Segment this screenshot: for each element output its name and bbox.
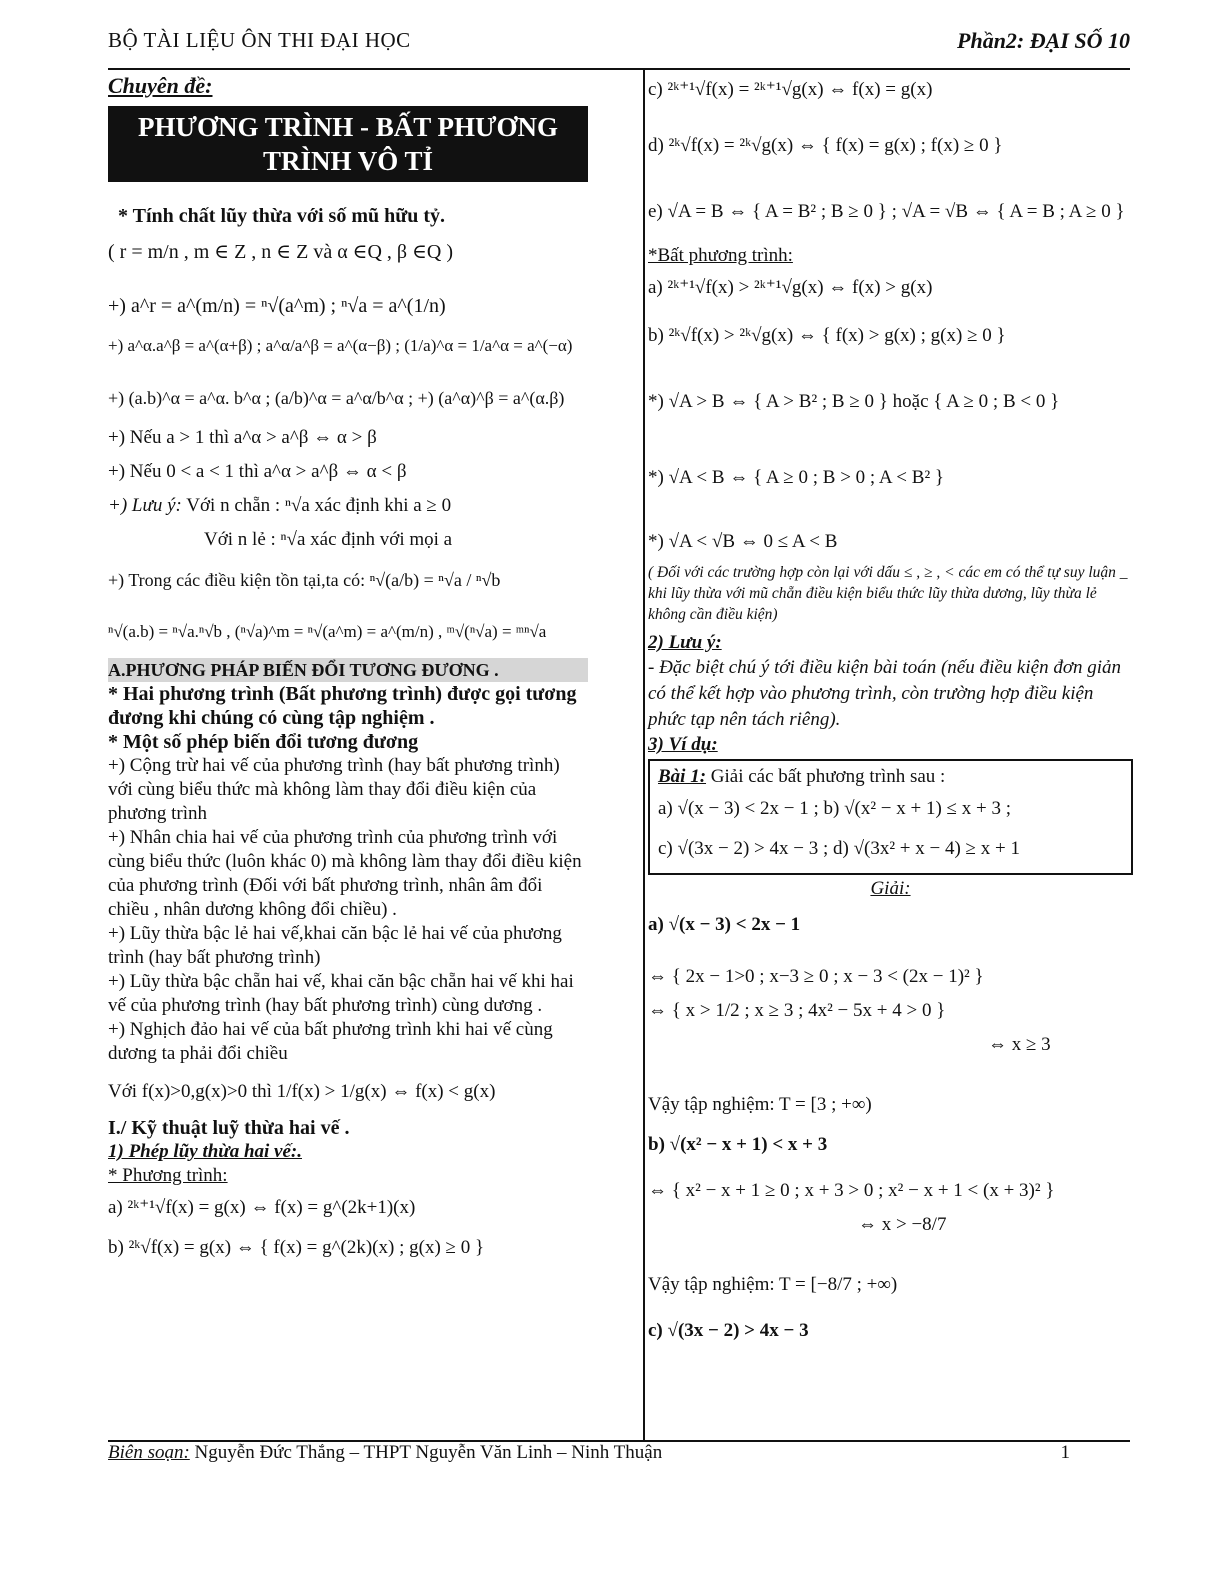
transforms-heading: * Một số phép biến đổi tương đương	[108, 731, 419, 753]
note-even: Với n chẵn : ⁿ√a xác định khi a ≥ 0	[186, 495, 452, 516]
inequality-e: *) √A < √B ⇔ 0 ≤ A < B	[648, 531, 838, 552]
equation-d: d) ²ᵏ√f(x) = ²ᵏ√g(x) ⇔ { f(x) = g(x) ; f(x) ≥ 0 }	[648, 135, 1003, 156]
solution-label: Giải:	[870, 878, 911, 899]
condition-exist: +) Trong các điều kiện tồn tại,ta có: ⁿ√(a/b) = ⁿ√a / ⁿ√b	[108, 570, 501, 590]
left-column	[108, 70, 588, 1268]
transform-item: +) Nhân chia hai vế của phương trình của phương trình với cùng biểu thức (luôn khác 0) mà không làm thay đổi điều kiện của phương trình (Đối với bất phương trình, nhân âm đổi chiều , nhân dương không đổi chiều) .	[108, 827, 582, 920]
equation-c: c) ²ᵏ⁺¹√f(x) = ²ᵏ⁺¹√g(x) ⇔ f(x) = g(x)	[648, 79, 933, 100]
solution-a-set: Vậy tập nghiệm: T = [3 ; +∞)	[648, 1094, 872, 1115]
header-right: Phần2: ĐẠI SỐ 10	[957, 28, 1130, 53]
solution-b-result: ⇔ x > −8/7	[858, 1214, 947, 1235]
exercise-title-label: Bài 1:	[658, 766, 707, 787]
note-row	[108, 494, 588, 518]
note2-label: 2) Lưu ý:	[648, 632, 722, 653]
inequality-a: a) ²ᵏ⁺¹√f(x) > ²ᵏ⁺¹√g(x) ⇔ f(x) > g(x)	[648, 277, 933, 298]
solution-a-system: ⇔ { x > 1/2 ; x ≥ 3 ; 4x² − 5x + 4 > 0 }	[648, 1000, 946, 1021]
right-column	[648, 70, 1133, 1351]
technique-heading: I./ Kỹ thuật luỹ thừa hai vế .	[108, 1117, 350, 1139]
solution-b: b) √(x² − x + 1) < x + 3	[648, 1134, 828, 1155]
document-title: PHƯƠNG TRÌNH - BẤT PHƯƠNG TRÌNH VÔ TỈ	[108, 106, 588, 182]
inequality-c: *) √A > B ⇔ { A > B² ; B ≥ 0 } hoặc { A ≥ 0 ; B < 0 }	[648, 391, 1060, 412]
inequality-d: *) √A < B ⇔ { A ≥ 0 ; B > 0 ; A < B² }	[648, 467, 945, 488]
formula-line: ⁿ√(a.b) = ⁿ√a.ⁿ√b , (ⁿ√a)^m = ⁿ√(a^m) = a^(m/n) , ᵐ√(ⁿ√a) = ᵐⁿ√a	[108, 622, 547, 641]
section-a-heading: A.PHƯƠNG PHÁP BIẾN ĐỔI TƯƠNG ĐƯƠNG .	[108, 658, 588, 682]
solution-a: a) √(x − 3) < 2x − 1	[648, 914, 801, 935]
solution-b-system: ⇔ { x² − x + 1 ≥ 0 ; x + 3 > 0 ; x² − x + 1 < (x + 3)² }	[648, 1180, 1055, 1201]
transform-item: +) Lũy thừa bậc chẵn hai vế, khai căn bậc chẵn hai vế khi hai vế của phương trình (hay bất phương trình) cùng dương .	[108, 971, 574, 1016]
footer	[108, 1442, 1130, 1464]
condition-line: ( r = m/n , m ∈ Z , n ∈ Z và α ∈Q , β ∈Q )	[108, 241, 453, 263]
equation-label: * Phương trình:	[108, 1165, 228, 1186]
rule-item: +) (a.b)^α = a^α. b^α ; (a/b)^α = a^α/b^α ; +) (a^α)^β = a^(α.β)	[108, 388, 565, 408]
inequality-label: *Bất phương trình:	[648, 245, 793, 266]
transform-item: +) Nghịch đảo hai vế của bất phương trình khi hai vế cùng dương ta phải đổi chiều	[108, 1019, 553, 1064]
solution-a-system: ⇔ { 2x − 1>0 ; x−3 ≥ 0 ; x − 3 < (2x − 1)² }	[648, 966, 984, 987]
power-heading: * Tính chất lũy thừa với số mũ hữu tỷ.	[118, 205, 446, 227]
solution-a-result: ⇔ x ≥ 3	[988, 1034, 1051, 1055]
subsection-1: 1) Phép lũy thừa hai vế:.	[108, 1141, 302, 1162]
solution-c: c) √(3x − 2) > 4x − 3	[648, 1320, 809, 1341]
footer-text: Nguyễn Đức Thắng – THPT Nguyễn Văn Linh – Ninh Thuận	[189, 1442, 663, 1463]
exercise-row: a) √(x − 3) < 2x − 1 ; b) √(x² − x + 1) ≤ x + 3 ;	[658, 798, 1011, 819]
equation-b: b) ²ᵏ√f(x) = g(x) ⇔ { f(x) = g^(2k)(x) ; g(x) ≥ 0 }	[108, 1237, 485, 1258]
footer-label: Biên soạn:	[108, 1442, 190, 1463]
header-left: BỘ TÀI LIỆU ÔN THI ĐẠI HỌC	[108, 28, 411, 52]
inequality-note: ( Đối với các trường hợp còn lại với dấu ≤ , ≥ , < các em có thể tự suy luận _ khi lũy thừa với mũ chẵn điều kiện biểu thức lũy thừa dương, lũy thừa lẻ không cần điều kiện)	[648, 564, 1128, 623]
inverse-rule: Với f(x)>0,g(x)>0 thì 1/f(x) > 1/g(x) ⇔ f(x) < g(x)	[108, 1081, 496, 1102]
rule-item: +) Nếu a > 1 thì a^α > a^β ⇔ α > β	[108, 427, 377, 448]
note2-text: - Đặc biệt chú ý tới điều kiện bài toán (nếu điều kiện đơn giản có thể kết hợp vào phương trình, còn trường hợp điều kiện phức tạp nên tách riêng).	[648, 657, 1121, 730]
equivalence-definition: * Hai phương trình (Bất phương trình) được gọi tương đương khi chúng có cùng tập nghiệm .	[108, 683, 577, 729]
transform-item: +) Cộng trừ hai vế của phương trình (hay bất phương trình) với cùng biểu thức mà không làm thay đổi điều kiện của phương trình	[108, 755, 560, 824]
note-label: +) Lưu ý:	[108, 495, 182, 516]
equation-e: e) √A = B ⇔ { A = B² ; B ≥ 0 } ; √A = √B ⇔ { A = B ; A ≥ 0 }	[648, 201, 1125, 222]
example-label: 3) Ví dụ:	[648, 734, 718, 755]
rule-item: +) a^α.a^β = a^(α+β) ; a^α/a^β = a^(α−β) ; (1/a)^α = 1/a^α = a^(−α)	[108, 336, 573, 355]
rule-item: +) a^r = a^(m/n) = ⁿ√(a^m) ; ⁿ√a = a^(1/n)	[108, 295, 446, 317]
exercise-title-text: Giải các bất phương trình sau :	[710, 766, 946, 787]
solution-b-set: Vậy tập nghiệm: T = [−8/7 ; +∞)	[648, 1274, 898, 1295]
transform-item: +) Lũy thừa bậc lẻ hai vế,khai căn bậc lẻ hai vế của phương trình (hay bất phương trình)	[108, 923, 562, 968]
inequality-b: b) ²ᵏ√f(x) > ²ᵏ√g(x) ⇔ { f(x) > g(x) ; g(x) ≥ 0 }	[648, 325, 1006, 346]
column-divider	[643, 70, 645, 1440]
exercise-row: c) √(3x − 2) > 4x − 3 ; d) √(3x² + x − 4) ≥ x + 1	[658, 838, 1020, 859]
topic-label: Chuyên đề:	[108, 73, 213, 98]
rule-item: +) Nếu 0 < a < 1 thì a^α > a^β ⇔ α < β	[108, 461, 407, 482]
exercise-box	[648, 759, 1133, 875]
note-odd: Với n lẻ : ⁿ√a xác định với mọi a	[204, 529, 453, 550]
page-number: 1	[1060, 1442, 1070, 1463]
equation-a: a) ²ᵏ⁺¹√f(x) = g(x) ⇔ f(x) = g^(2k+1)(x)	[108, 1197, 416, 1218]
